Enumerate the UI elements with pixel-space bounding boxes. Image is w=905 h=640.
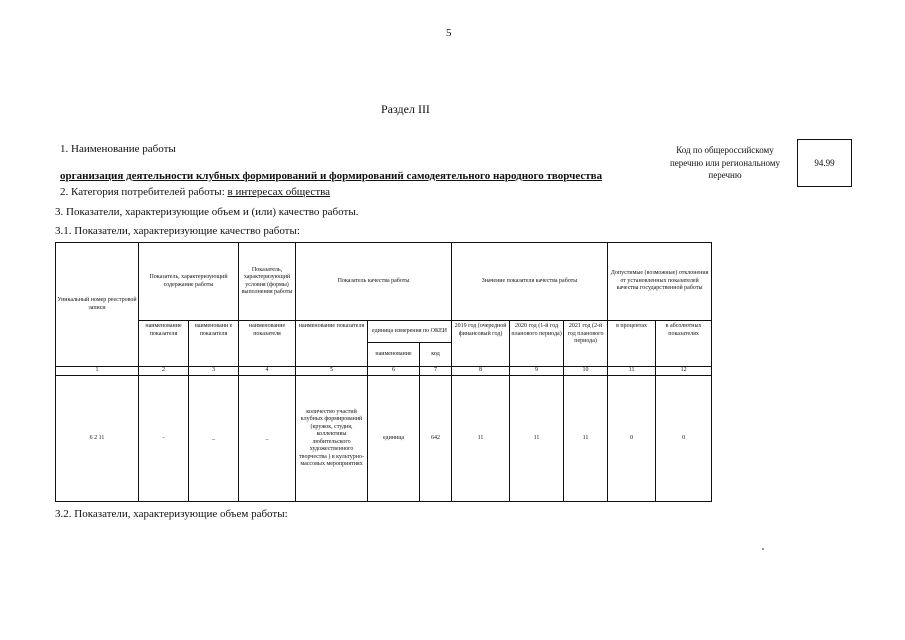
header-content-name-1: наименование показателя — [139, 321, 189, 367]
registry-code-label-line: перечню — [708, 170, 742, 180]
header-conditions-group: Показатель, характеризующий условия (формы) выполнения работы — [239, 243, 296, 321]
quality-heading: 3.1. Показатели, характеризующие качество работы: — [55, 225, 300, 237]
column-number: 3 — [189, 367, 239, 376]
column-number: 12 — [656, 367, 712, 376]
registry-code-label-line: перечню или региональному — [669, 157, 781, 168]
row-unit-code: 642 — [420, 376, 452, 502]
work-name-value: организация деятельности клубных формирований и формирований самодеятельного народного творчества — [60, 170, 603, 182]
header-content-name-2: наименовани е показателя — [189, 321, 239, 367]
header-year-2021: 2021 год (2-й год планового периода) — [564, 321, 608, 367]
row-deviation-percent: 0 — [608, 376, 656, 502]
column-number: 5 — [296, 367, 368, 376]
work-name-label: 1. Наименование работы — [60, 143, 176, 155]
header-value-group: Значение показателя качества работы — [452, 243, 608, 321]
scan-speck — [762, 548, 764, 550]
row-conditions: _ — [239, 376, 296, 502]
column-number: 11 — [608, 367, 656, 376]
row-content-1: - — [139, 376, 189, 502]
column-number-row — [56, 367, 712, 376]
quality-indicators-table — [55, 242, 712, 502]
row-deviation-absolute: 0 — [656, 376, 712, 502]
row-value-2021: 11 — [564, 376, 608, 502]
consumer-category-label: 2. Категория потребителей работы: — [60, 186, 225, 198]
header-year-2019: 2019 год (очередной финансовый год) — [452, 321, 510, 367]
header-deviation-group: Допустимые (возможные) отклонения от установленных показателей качества государственной работы — [608, 243, 712, 321]
header-okei-group: единица измерения по ОКЕИ — [368, 321, 452, 343]
column-number: 8 — [452, 367, 510, 376]
volume-heading: 3.2. Показатели, характеризующие объем работы: — [55, 508, 288, 520]
row-value-2019: 11 — [452, 376, 510, 502]
consumer-category-value: в интересах общества — [227, 186, 331, 198]
column-number: 4 — [239, 367, 296, 376]
row-value-2020: 11 — [510, 376, 564, 502]
header-deviation-percent: в процентах — [608, 321, 656, 367]
column-number: 7 — [420, 367, 452, 376]
header-row-subgroups — [56, 321, 712, 343]
column-number: 6 — [368, 367, 420, 376]
header-quality-group: Показатель качества работы — [296, 243, 452, 321]
table-row — [56, 376, 712, 502]
row-unit-name: единица — [368, 376, 420, 502]
page-number: 5 — [446, 27, 452, 39]
registry-code-label-line: Код по общероссийскому — [676, 145, 774, 155]
registry-code-label — [650, 144, 800, 182]
header-unique-number: Уникальный номер реестровой записи — [56, 243, 139, 367]
header-okei-code: код — [420, 343, 452, 367]
registry-code-value: 94.99 — [814, 158, 835, 168]
column-number: 2 — [139, 367, 189, 376]
column-number: 9 — [510, 367, 564, 376]
header-quality-name: наименование показателя — [296, 321, 368, 367]
row-content-2: _ — [189, 376, 239, 502]
header-row-groups — [56, 243, 712, 321]
header-conditions-name: наименование показателя — [239, 321, 296, 367]
section-title: Раздел III — [381, 102, 430, 116]
column-number: 10 — [564, 367, 608, 376]
consumer-category — [60, 186, 330, 198]
registry-code-box — [797, 139, 852, 187]
row-indicator-name: количество участий клубных формирований (кружок, студия, коллективы любительского художественного творчества ) в культурно-массовых мероприятиях — [296, 376, 368, 502]
row-unique-number: 6 2 11 — [56, 376, 139, 502]
header-okei-name: наименование — [368, 343, 420, 367]
header-year-2020: 2020 год (1-й год планового периода) — [510, 321, 564, 367]
indicators-heading: 3. Показатели, характеризующие объем и (или) качество работы. — [55, 206, 359, 218]
column-number: 1 — [56, 367, 139, 376]
header-deviation-absolute: в абсолютных показателях — [656, 321, 712, 367]
header-content-group: Показатель, характеризующий содержание работы — [139, 243, 239, 321]
